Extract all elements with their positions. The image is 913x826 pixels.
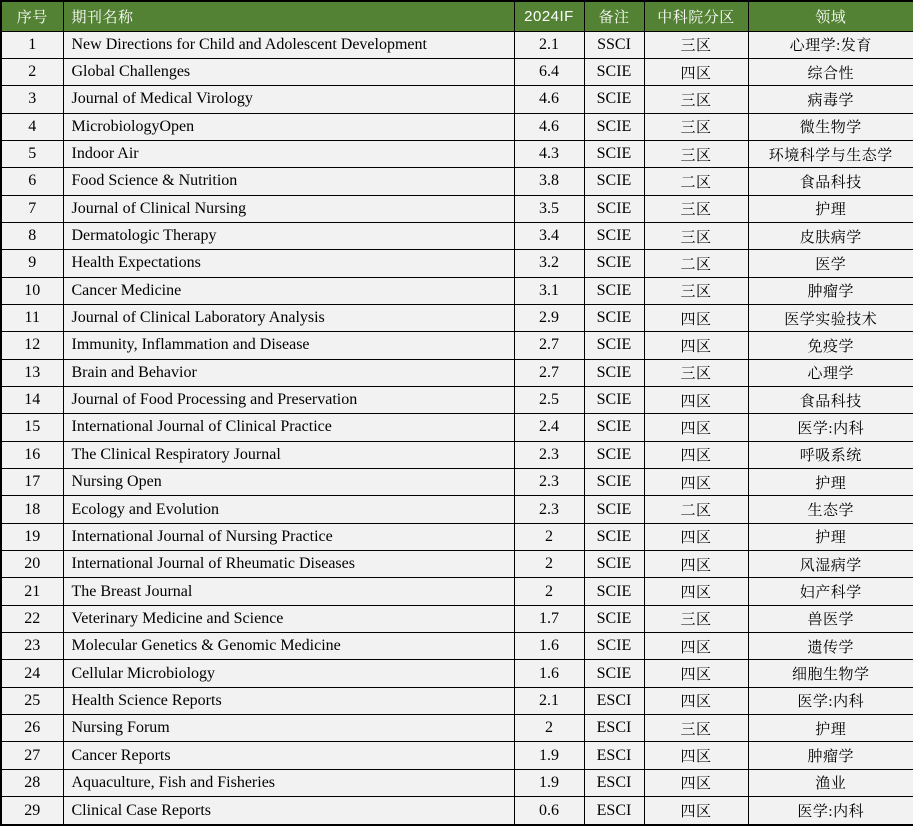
table-row bbox=[1, 359, 913, 386]
cell-field: 环境科学与生态学 bbox=[748, 140, 913, 167]
cell-note: SCIE bbox=[584, 633, 644, 660]
cell-cas-division: 四区 bbox=[644, 551, 748, 578]
cell-cas-division: 四区 bbox=[644, 414, 748, 441]
cell-cas-division: 三区 bbox=[644, 359, 748, 386]
table-row bbox=[1, 222, 913, 249]
cell-field: 综合性 bbox=[748, 58, 913, 85]
cell-journal-name: Nursing Forum bbox=[63, 715, 514, 742]
cell-index: 1 bbox=[1, 31, 63, 58]
cell-note: ESCI bbox=[584, 687, 644, 714]
cell-journal-name: Clinical Case Reports bbox=[63, 797, 514, 825]
cell-note: SCIE bbox=[584, 523, 644, 550]
cell-index: 28 bbox=[1, 769, 63, 796]
cell-impact-factor: 4.6 bbox=[514, 86, 584, 113]
cell-cas-division: 四区 bbox=[644, 386, 748, 413]
cell-cas-division: 三区 bbox=[644, 195, 748, 222]
cell-index: 2 bbox=[1, 58, 63, 85]
cell-index: 9 bbox=[1, 250, 63, 277]
cell-index: 13 bbox=[1, 359, 63, 386]
cell-field: 兽医学 bbox=[748, 605, 913, 632]
cell-impact-factor: 2.7 bbox=[514, 359, 584, 386]
cell-field: 遗传学 bbox=[748, 633, 913, 660]
cell-field: 肿瘤学 bbox=[748, 742, 913, 769]
cell-impact-factor: 3.5 bbox=[514, 195, 584, 222]
cell-impact-factor: 0.6 bbox=[514, 797, 584, 825]
cell-cas-division: 四区 bbox=[644, 332, 748, 359]
cell-field: 呼吸系统 bbox=[748, 441, 913, 468]
cell-cas-division: 四区 bbox=[644, 742, 748, 769]
cell-impact-factor: 2 bbox=[514, 551, 584, 578]
table-row bbox=[1, 523, 913, 550]
cell-field: 心理学 bbox=[748, 359, 913, 386]
cell-cas-division: 三区 bbox=[644, 113, 748, 140]
cell-impact-factor: 1.6 bbox=[514, 660, 584, 687]
cell-impact-factor: 1.9 bbox=[514, 769, 584, 796]
cell-note: ESCI bbox=[584, 769, 644, 796]
cell-cas-division: 三区 bbox=[644, 222, 748, 249]
cell-index: 19 bbox=[1, 523, 63, 550]
cell-impact-factor: 2 bbox=[514, 523, 584, 550]
cell-cas-division: 三区 bbox=[644, 605, 748, 632]
cell-cas-division: 四区 bbox=[644, 660, 748, 687]
table-row bbox=[1, 277, 913, 304]
cell-field: 医学:内科 bbox=[748, 797, 913, 825]
cell-field: 心理学:发育 bbox=[748, 31, 913, 58]
cell-cas-division: 二区 bbox=[644, 250, 748, 277]
cell-cas-division: 四区 bbox=[644, 633, 748, 660]
cell-cas-division: 四区 bbox=[644, 797, 748, 825]
cell-journal-name: Immunity, Inflammation and Disease bbox=[63, 332, 514, 359]
cell-note: SCIE bbox=[584, 195, 644, 222]
table-row bbox=[1, 58, 913, 85]
cell-field: 护理 bbox=[748, 523, 913, 550]
cell-cas-division: 四区 bbox=[644, 687, 748, 714]
cell-journal-name: Cellular Microbiology bbox=[63, 660, 514, 687]
table-row bbox=[1, 715, 913, 742]
cell-index: 23 bbox=[1, 633, 63, 660]
cell-impact-factor: 4.3 bbox=[514, 140, 584, 167]
cell-field: 医学:内科 bbox=[748, 687, 913, 714]
cell-field: 生态学 bbox=[748, 496, 913, 523]
cell-note: SCIE bbox=[584, 277, 644, 304]
cell-field: 风湿病学 bbox=[748, 551, 913, 578]
table-row bbox=[1, 469, 913, 496]
cell-impact-factor: 3.1 bbox=[514, 277, 584, 304]
cell-journal-name: International Journal of Rheumatic Diseases bbox=[63, 551, 514, 578]
cell-journal-name: Cancer Medicine bbox=[63, 277, 514, 304]
cell-note: SCIE bbox=[584, 660, 644, 687]
cell-cas-division: 四区 bbox=[644, 578, 748, 605]
cell-field: 皮肤病学 bbox=[748, 222, 913, 249]
cell-cas-division: 三区 bbox=[644, 277, 748, 304]
cell-journal-name: Dermatologic Therapy bbox=[63, 222, 514, 249]
cell-index: 24 bbox=[1, 660, 63, 687]
cell-journal-name: MicrobiologyOpen bbox=[63, 113, 514, 140]
cell-journal-name: The Breast Journal bbox=[63, 578, 514, 605]
cell-index: 26 bbox=[1, 715, 63, 742]
cell-note: SCIE bbox=[584, 222, 644, 249]
cell-note: SCIE bbox=[584, 386, 644, 413]
cell-index: 17 bbox=[1, 469, 63, 496]
table-row bbox=[1, 633, 913, 660]
cell-impact-factor: 2.9 bbox=[514, 304, 584, 331]
cell-journal-name: The Clinical Respiratory Journal bbox=[63, 441, 514, 468]
cell-note: SCIE bbox=[584, 359, 644, 386]
cell-note: SCIE bbox=[584, 168, 644, 195]
cell-journal-name: Ecology and Evolution bbox=[63, 496, 514, 523]
cell-note: SSCI bbox=[584, 31, 644, 58]
cell-journal-name: Journal of Medical Virology bbox=[63, 86, 514, 113]
table-row bbox=[1, 687, 913, 714]
table-row bbox=[1, 86, 913, 113]
cell-field: 医学:内科 bbox=[748, 414, 913, 441]
cell-impact-factor: 2.4 bbox=[514, 414, 584, 441]
table-row bbox=[1, 578, 913, 605]
cell-index: 5 bbox=[1, 140, 63, 167]
cell-cas-division: 二区 bbox=[644, 496, 748, 523]
cell-note: SCIE bbox=[584, 113, 644, 140]
header-cas-division: 中科院分区 bbox=[644, 1, 748, 31]
cell-journal-name: Food Science & Nutrition bbox=[63, 168, 514, 195]
cell-note: SCIE bbox=[584, 441, 644, 468]
cell-note: SCIE bbox=[584, 578, 644, 605]
cell-cas-division: 三区 bbox=[644, 86, 748, 113]
cell-note: SCIE bbox=[584, 250, 644, 277]
cell-note: SCIE bbox=[584, 496, 644, 523]
cell-cas-division: 二区 bbox=[644, 168, 748, 195]
cell-cas-division: 四区 bbox=[644, 769, 748, 796]
cell-index: 15 bbox=[1, 414, 63, 441]
cell-impact-factor: 2.1 bbox=[514, 687, 584, 714]
cell-field: 免疫学 bbox=[748, 332, 913, 359]
cell-journal-name: Aquaculture, Fish and Fisheries bbox=[63, 769, 514, 796]
cell-journal-name: Cancer Reports bbox=[63, 742, 514, 769]
cell-cas-division: 三区 bbox=[644, 140, 748, 167]
cell-index: 18 bbox=[1, 496, 63, 523]
cell-impact-factor: 2.7 bbox=[514, 332, 584, 359]
table-row bbox=[1, 551, 913, 578]
cell-journal-name: Brain and Behavior bbox=[63, 359, 514, 386]
table-row bbox=[1, 797, 913, 825]
cell-impact-factor: 3.4 bbox=[514, 222, 584, 249]
table-row bbox=[1, 168, 913, 195]
cell-journal-name: Health Expectations bbox=[63, 250, 514, 277]
cell-field: 渔业 bbox=[748, 769, 913, 796]
cell-index: 21 bbox=[1, 578, 63, 605]
header-note: 备注 bbox=[584, 1, 644, 31]
table-row bbox=[1, 441, 913, 468]
cell-index: 4 bbox=[1, 113, 63, 140]
cell-field: 病毒学 bbox=[748, 86, 913, 113]
cell-index: 22 bbox=[1, 605, 63, 632]
cell-impact-factor: 2.3 bbox=[514, 441, 584, 468]
cell-journal-name: Journal of Clinical Nursing bbox=[63, 195, 514, 222]
header-journal-name: 期刊名称 bbox=[63, 1, 514, 31]
cell-journal-name: Journal of Clinical Laboratory Analysis bbox=[63, 304, 514, 331]
table-row bbox=[1, 742, 913, 769]
cell-index: 6 bbox=[1, 168, 63, 195]
table-row bbox=[1, 605, 913, 632]
header-index: 序号 bbox=[1, 1, 63, 31]
cell-impact-factor: 3.2 bbox=[514, 250, 584, 277]
cell-index: 12 bbox=[1, 332, 63, 359]
cell-impact-factor: 2.1 bbox=[514, 31, 584, 58]
table-header-row bbox=[1, 1, 913, 31]
table-row bbox=[1, 660, 913, 687]
table-row bbox=[1, 195, 913, 222]
cell-field: 妇产科学 bbox=[748, 578, 913, 605]
cell-impact-factor: 2 bbox=[514, 715, 584, 742]
cell-cas-division: 三区 bbox=[644, 715, 748, 742]
table-row bbox=[1, 304, 913, 331]
cell-impact-factor: 2.3 bbox=[514, 496, 584, 523]
cell-note: SCIE bbox=[584, 86, 644, 113]
cell-journal-name: Molecular Genetics & Genomic Medicine bbox=[63, 633, 514, 660]
cell-index: 8 bbox=[1, 222, 63, 249]
cell-note: SCIE bbox=[584, 414, 644, 441]
header-impact-factor: 2024IF bbox=[514, 1, 584, 31]
cell-note: SCIE bbox=[584, 304, 644, 331]
cell-index: 14 bbox=[1, 386, 63, 413]
cell-note: SCIE bbox=[584, 469, 644, 496]
table-row bbox=[1, 386, 913, 413]
cell-impact-factor: 3.8 bbox=[514, 168, 584, 195]
table-row bbox=[1, 332, 913, 359]
table-row bbox=[1, 250, 913, 277]
cell-field: 护理 bbox=[748, 195, 913, 222]
cell-journal-name: Veterinary Medicine and Science bbox=[63, 605, 514, 632]
cell-journal-name: New Directions for Child and Adolescent Development bbox=[63, 31, 514, 58]
cell-field: 医学 bbox=[748, 250, 913, 277]
cell-journal-name: Health Science Reports bbox=[63, 687, 514, 714]
cell-index: 29 bbox=[1, 797, 63, 825]
cell-index: 16 bbox=[1, 441, 63, 468]
cell-field: 护理 bbox=[748, 715, 913, 742]
cell-journal-name: International Journal of Nursing Practice bbox=[63, 523, 514, 550]
cell-cas-division: 三区 bbox=[644, 31, 748, 58]
cell-journal-name: Nursing Open bbox=[63, 469, 514, 496]
header-field: 领域 bbox=[748, 1, 913, 31]
table-row bbox=[1, 769, 913, 796]
cell-field: 医学实验技术 bbox=[748, 304, 913, 331]
cell-index: 27 bbox=[1, 742, 63, 769]
cell-impact-factor: 1.9 bbox=[514, 742, 584, 769]
cell-field: 肿瘤学 bbox=[748, 277, 913, 304]
cell-note: SCIE bbox=[584, 140, 644, 167]
cell-note: SCIE bbox=[584, 605, 644, 632]
cell-impact-factor: 2.5 bbox=[514, 386, 584, 413]
cell-journal-name: Global Challenges bbox=[63, 58, 514, 85]
cell-index: 11 bbox=[1, 304, 63, 331]
cell-cas-division: 四区 bbox=[644, 469, 748, 496]
cell-impact-factor: 1.6 bbox=[514, 633, 584, 660]
cell-index: 20 bbox=[1, 551, 63, 578]
cell-field: 护理 bbox=[748, 469, 913, 496]
cell-note: ESCI bbox=[584, 715, 644, 742]
cell-journal-name: International Journal of Clinical Practice bbox=[63, 414, 514, 441]
cell-journal-name: Indoor Air bbox=[63, 140, 514, 167]
cell-impact-factor: 2.3 bbox=[514, 469, 584, 496]
table-row bbox=[1, 113, 913, 140]
cell-index: 3 bbox=[1, 86, 63, 113]
cell-cas-division: 四区 bbox=[644, 304, 748, 331]
cell-field: 食品科技 bbox=[748, 168, 913, 195]
cell-note: ESCI bbox=[584, 797, 644, 825]
cell-field: 细胞生物学 bbox=[748, 660, 913, 687]
cell-impact-factor: 1.7 bbox=[514, 605, 584, 632]
cell-cas-division: 四区 bbox=[644, 523, 748, 550]
table-row bbox=[1, 496, 913, 523]
cell-journal-name: Journal of Food Processing and Preservation bbox=[63, 386, 514, 413]
cell-field: 微生物学 bbox=[748, 113, 913, 140]
table-row bbox=[1, 31, 913, 58]
cell-impact-factor: 2 bbox=[514, 578, 584, 605]
table-row bbox=[1, 140, 913, 167]
cell-note: ESCI bbox=[584, 742, 644, 769]
cell-index: 7 bbox=[1, 195, 63, 222]
cell-note: SCIE bbox=[584, 332, 644, 359]
cell-impact-factor: 6.4 bbox=[514, 58, 584, 85]
table-row bbox=[1, 414, 913, 441]
cell-cas-division: 四区 bbox=[644, 441, 748, 468]
cell-note: SCIE bbox=[584, 58, 644, 85]
cell-index: 25 bbox=[1, 687, 63, 714]
journal-table-body bbox=[1, 31, 913, 825]
cell-index: 10 bbox=[1, 277, 63, 304]
cell-field: 食品科技 bbox=[748, 386, 913, 413]
cell-cas-division: 四区 bbox=[644, 58, 748, 85]
cell-note: SCIE bbox=[584, 551, 644, 578]
cell-impact-factor: 4.6 bbox=[514, 113, 584, 140]
